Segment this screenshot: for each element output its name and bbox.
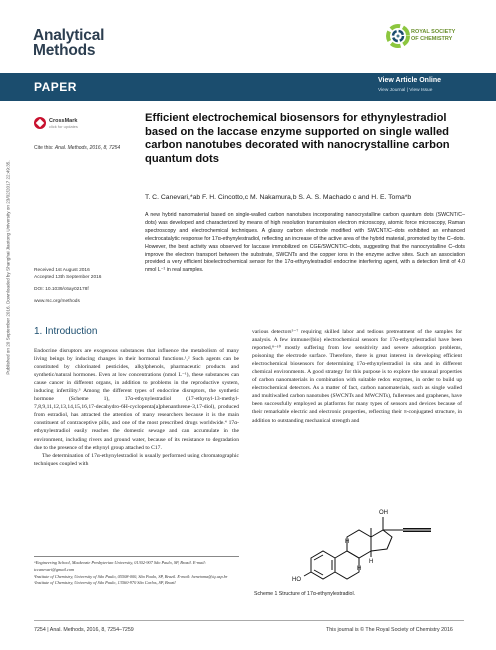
accepted-date: Accepted 13th September 2016 [34,274,102,280]
doi[interactable]: DOI: 10.1039/c6ay02178f [34,287,89,292]
rsc-logo-line2: OF CHEMISTRY [411,35,453,42]
affiliation-a: ᵃEngineering School, Mackenzie Presbyterian University, 01302-907 São Paulo, SP, Brazil. E-mail: tccanevari@gmail.com [34,560,207,572]
ethynylestradiol-structure [286,490,466,590]
cite-prefix: Cite this: [34,145,54,151]
view-article-online-link[interactable]: View Article Online [378,77,442,84]
body-paragraph: Endocrine disruptors are exogenous substances that influence the metabolism of many living beings by inducing changes in their hormonal functions.¹,² Such agents can be constituted by chlorinated pesticides, alkylphenols, pharmaceutic products and synthetic/natural hormones. Even at low concentrations (nmol L⁻¹), these substances can cause cancer in different organs, in addition to problems in the reproductive system, inducing infertility.³ Among the different types of endocrine disruptors, the synthetic hormone (Scheme 1), 17α-ethynylestradiol (17-ethynyl-13-methyl-7,8,9,11,12,13,14,15,16,17-decahydro-6H-cyclopenta[a]phenanthrene-3,17-diol), produced from estradiol, has attracted the attention of many researchers because it is the main constituent of contraceptive pills, and one of the most prescribed drugs worldwide.⁴ 17α-ethynylestradiol easily reaches the domestic sewage and can accumulate in the environment, including rivers and ground water, because of its resistance to degradation due to the presence of the ethynyl group attached to C17. [34,348,239,451]
download-note: Published on 20 September 2016. Downloaded by Shanghai Jiaotong University on 23/02/2017 22:49:35. [5,160,11,375]
footer-divider [34,620,464,621]
view-journal-issue-links[interactable]: View Journal | View Issue [378,88,433,93]
crossmark-sub: click for updates [49,124,78,129]
author-list: T. C. Canevari,*ab F. H. Cincotto,c M. Nakamura,b S. A. S. Machado c and H. E. Toma*b [145,194,412,201]
h-label-3: H [345,539,350,545]
rsc-emblem-icon [386,24,410,48]
citation [34,145,120,151]
oh-label: OH [379,510,388,516]
received-date: Received 1st August 2016 [34,268,90,273]
affiliation-c: ᶜInstitute of Chemistry, University of São Paulo, 13560-970 São Carlos, SP, Brazil [34,580,176,586]
cite-ref: Anal. Methods, 2016, 8, 7254 [54,145,121,151]
article-title: Efficient electrochemical biosensors for ethynylestradiol based on the laccase enzyme supported on single walled carbon nanotubes decorated with nanocrystalline carbon quantum dots [145,112,450,165]
rsc-logo-line1: ROYAL SOCIETY [411,29,456,35]
body-column-right [252,328,462,425]
footer-page-info: 7254 | Anal. Methods, 2016, 8, 7254–7259 [34,627,134,633]
h-label-2: H [369,559,374,565]
scheme-caption: Scheme 1 Structure of 17α-ethynylestradiol. [254,591,356,597]
section-label: PAPER [34,80,77,94]
body-paragraph: The determination of 17α-ethynylestradiol is usually performed using chromatographic techniques coupled with [34,452,239,467]
body-column-left [34,347,239,468]
crossmark-label: CrossMark [49,118,78,124]
h-label-1: H [357,566,362,572]
crossmark-icon [34,117,46,129]
journal-title-line1: Analytical [33,27,105,44]
affiliations [34,560,244,587]
ho-label: HO [292,577,301,583]
section-heading: 1. Introduction [34,326,98,337]
rsc-logo[interactable] [386,18,464,62]
journal-title-line2: Methods [33,42,96,59]
article-dates [34,268,134,282]
affiliation-b: ᵇInstitute of Chemistry, University of São Paulo, 05508-000, São Paulo, SP, Brazil. E-mail: henetoma@iq.usp.br [34,573,228,579]
body-paragraph: various detectors⁵⁻⁷ requiring skilled labor and tedious pretreatment of the samples for analysis. A few immune/(bio) electrochemical sensors for 17α-ethynylestradiol have been reported,⁸⁻¹⁰ mostly suffering from low sensitivity and severe adsorption problems, poisoning the electrode surface. Therefore, there is great interest in developing efficient electrochemical biosensors for determining 17α-ethynylestradiol in situ and in different chemical environments. A good strategy for this purpose is to explore the unusual properties of carbon nanomaterials in combination with suitable redox enzymes, in order to build up electrochemical detectors. As a matter of fact, carbon nanomaterials, such as single walled and multiwalled carbon nanotubes (SWCNTs and MWCNTs), fullerenes and graphenes, have been successfully employed as platforms for many types of sensors and devices because of their remarkable electric and electronic properties, reflecting their π-conjugated structure, in addition to outstanding mechanical strength and [252,329,462,424]
footnote-divider [34,556,239,557]
footer-copyright: This journal is © The Royal Society of Chemistry 2016 [326,627,453,633]
abstract: A new hybrid nanomaterial based on single-walled carbon nanotubes incorporating nanocrystalline carbon quantum dots (SWCNT/C–dots) was developed and characterized by means of high resolution transmission electron microscopy, atomic force microscopy, Raman spectroscopy and electrochemical techniques. A glassy carbon electrode modified with SWCNT/C–dots exhibited an enhanced electrocatalytic response for 17α-ethynylestradiol, reflecting an increase of the active area of the hybrid material, promoted by the C–dots. However, the best activity was observed for laccase immobilized on CGE/SWCNT/C–dots, suggesting that the nanocrystalline C–dots improve the electron transport between the substrate, SWCNTs and the copper ions in the enzyme active sites. Such an association provided a very efficient bioelectrochemical sensor for the 17α-ethynylestradiol endocrine interfering agent, with a detection limit of 4.0 nmol L⁻¹ in real samples. [145,212,465,274]
journal-link[interactable]: www.rsc.org/methods [34,299,80,304]
journal-title[interactable] [33,28,104,58]
crossmark-badge[interactable] [34,117,94,130]
